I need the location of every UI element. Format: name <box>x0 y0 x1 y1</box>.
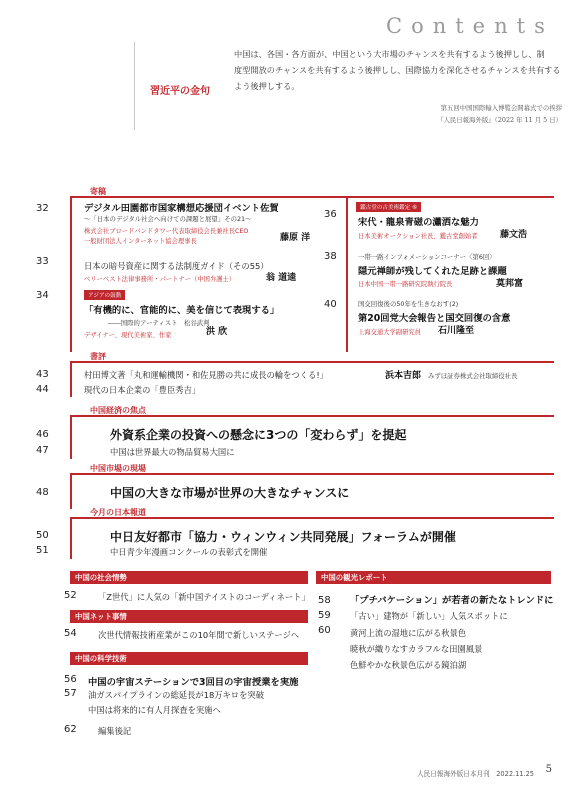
feature-title[interactable]: 外資系企業の投資への懸念に3つの「変わらず」を提起 <box>110 428 407 442</box>
section-heading-shohyo: 書評 <box>90 352 106 361</box>
section-heading-shijo: 中国市場の現場 <box>90 464 146 473</box>
quote-text <box>234 46 564 94</box>
page-number: 34 <box>36 290 49 301</box>
article-title[interactable]: 油ガスパイプラインの総延長が18万キロを突破 <box>88 690 264 700</box>
vertical-rule <box>70 517 72 559</box>
page-number: 51 <box>36 545 49 556</box>
author-name: 藤文浩 <box>500 230 528 240</box>
footer-page-number: 5 <box>545 764 552 775</box>
series-tag: アジアの鼓動 <box>84 290 125 300</box>
author-affiliation: 上海交通大学副研究員 <box>358 329 421 336</box>
article-title[interactable]: 隠元禅師が残してくれた足跡と課題 <box>358 266 507 277</box>
author-affiliation: 日本中国一帯一路研究院執行院長 <box>358 281 453 288</box>
article-title[interactable]: デジタル田園都市国家構想応援団イベント佐賀 <box>84 203 279 214</box>
author-name: 莫邦富 <box>496 279 524 289</box>
section-heading-kanko: 中国の観光レポート <box>316 571 551 584</box>
author-name: 洪 欣 <box>206 327 228 337</box>
series-title: 国交回復後の50年を生きなおす(2) <box>358 300 459 308</box>
article-title[interactable]: 色鮮やかな秋景色広がる鏡泊湖 <box>350 660 467 670</box>
page-number: 52 <box>64 590 77 601</box>
author-affiliation: 一般財団法人インターネット協会理事長 <box>84 238 197 245</box>
article-title[interactable]: 「プチバケーション」が若者の新たなトレンドに <box>350 595 554 606</box>
contents-title: Contents <box>386 14 554 38</box>
author-affiliation: ベリーベスト法律事務所・パートナー（中国弁護士） <box>84 276 236 283</box>
quote-line: よう後押しする。 <box>234 81 300 91</box>
feature-subtitle[interactable]: 中国は世界最大の物品貿易大国に <box>110 447 235 457</box>
vertical-rule <box>346 196 348 352</box>
page-number: 40 <box>324 299 337 310</box>
article-subtitle: ～「日本のデジタル社会へ向けての課題と展望」その21～ <box>84 215 252 223</box>
footer-publication: 人民日報海外版日本月刊 2022.11.25 <box>417 770 534 778</box>
article-title[interactable]: 中国の宇宙ステーションで3回目の宇宙授業を実施 <box>88 677 299 688</box>
page-number: 44 <box>36 384 49 395</box>
article-title[interactable]: 第20回党大会報告と国交回復の含意 <box>358 313 511 324</box>
article-title[interactable]: 中国は将来的に有人月探査を実施へ <box>88 705 221 715</box>
article-title[interactable]: 次世代情報技術産業がこの10年間で新しいステージへ <box>98 630 300 640</box>
section-heading-kagaku: 中国の科学技術 <box>70 652 308 665</box>
page-number: 54 <box>64 628 77 639</box>
page-number: 36 <box>324 209 337 220</box>
divider <box>70 473 554 475</box>
article-title[interactable]: 日本の暗号資産に関する法制度ガイド（その55） <box>84 261 269 271</box>
divider <box>70 196 554 198</box>
page-number: 46 <box>36 429 49 440</box>
quote-source-date: 『人民日報海外版』（2022 年 11 月 5 日） <box>437 116 562 124</box>
feature-title[interactable]: 中日友好都市「協力・ウィンウィン共同発展」フォーラムが開催 <box>110 530 456 544</box>
quote-label: 習近平の金句 <box>150 86 210 97</box>
page-number: 59 <box>318 610 331 621</box>
page-number: 43 <box>36 369 49 380</box>
page-number: 38 <box>324 251 337 262</box>
page-number: 57 <box>64 688 77 699</box>
page-number: 62 <box>64 724 77 735</box>
series-title: 一帯一路インフォメーションコーナー〈第6回〉 <box>358 253 496 261</box>
section-heading-shakai: 中国の社会情勢 <box>70 571 308 584</box>
article-title[interactable]: 暁秋が織りなすカラフルな田園風景 <box>350 644 483 654</box>
feature-title[interactable]: 中国の大きな市場が世界の大きなチャンスに <box>110 486 350 500</box>
section-heading-kikou: 寄稿 <box>90 187 106 196</box>
page-number: 32 <box>36 203 49 214</box>
vertical-rule <box>70 361 72 397</box>
page-number: 33 <box>36 256 49 267</box>
vertical-rule <box>70 473 72 509</box>
page-number: 48 <box>36 487 49 498</box>
divider <box>70 415 554 417</box>
author-affiliation: デザイナー、現代美術家、作家 <box>84 332 172 339</box>
article-title[interactable]: 「古い」建物が「新しい」人気スポットに <box>350 611 508 621</box>
quote-line: 中国は、各国・各方面が、中国という大市場のチャンスを共有するよう後押しし、制 <box>234 49 545 59</box>
divider <box>70 517 554 519</box>
article-title[interactable]: 宋代・龍泉青磁の瀟洒な魅力 <box>358 217 479 228</box>
feature-subtitle[interactable]: 中日青少年漫画コンクールの表彰式を開催 <box>110 547 268 557</box>
series-tag: 鑑古堂の古美術鑑定 ⑥ <box>356 202 421 212</box>
page-number: 50 <box>36 530 49 541</box>
quote-source: 第五回中国国際輸入博覧会開幕式での挨拶 <box>440 104 562 112</box>
author-affiliation: みずほ証券株式会社取締役社長 <box>428 372 518 380</box>
article-title[interactable]: 黄河上流の湿地に広がる秋景色 <box>350 628 467 638</box>
section-heading-net: 中国ネット事情 <box>70 610 308 623</box>
quote-line: 度型開放のチャンスを共有するよう後押しし、国際協力を深化させるチャンスを共有する <box>234 65 561 75</box>
author-name: 藤原 洋 <box>280 233 311 243</box>
page-number: 58 <box>318 595 331 606</box>
page-number: 60 <box>318 625 331 636</box>
author-name: 翁 道逵 <box>266 273 297 283</box>
author-affiliation: 株式会社ブロードバンドタワー代表取締役会長兼社長CEO <box>84 228 249 235</box>
editors-note[interactable]: 編集後記 <box>98 726 132 736</box>
section-heading-nihon: 今月の日本報道 <box>90 508 146 517</box>
author-name: 浜本吉郎 <box>385 371 422 381</box>
review-title[interactable]: 現代の日本企業の「豊臣秀吉」 <box>84 385 201 395</box>
review-title[interactable]: 村田博文著「丸和運輸機関・和佐見勝の共に成長の輪をつくる!」 <box>84 370 328 380</box>
vertical-rule <box>70 196 72 352</box>
section-heading-keizai: 中国経済の焦点 <box>90 406 146 415</box>
author-name: 石川隆至 <box>438 326 475 336</box>
article-title[interactable]: 「有機的に、官能的に、美を信じて表現する」 <box>84 305 280 316</box>
page-number: 47 <box>36 445 49 456</box>
divider <box>70 361 554 363</box>
article-title[interactable]: 「Z世代」に人気の「新中国テイストのコーディネート」 <box>98 592 310 602</box>
vertical-rule <box>70 415 72 459</box>
author-affiliation: 日本美術オークション社長、鑑古堂創始者 <box>358 233 478 240</box>
page-number: 56 <box>64 674 77 685</box>
article-subtitle: ――国際的アーティスト 松谷武判 <box>108 319 210 327</box>
